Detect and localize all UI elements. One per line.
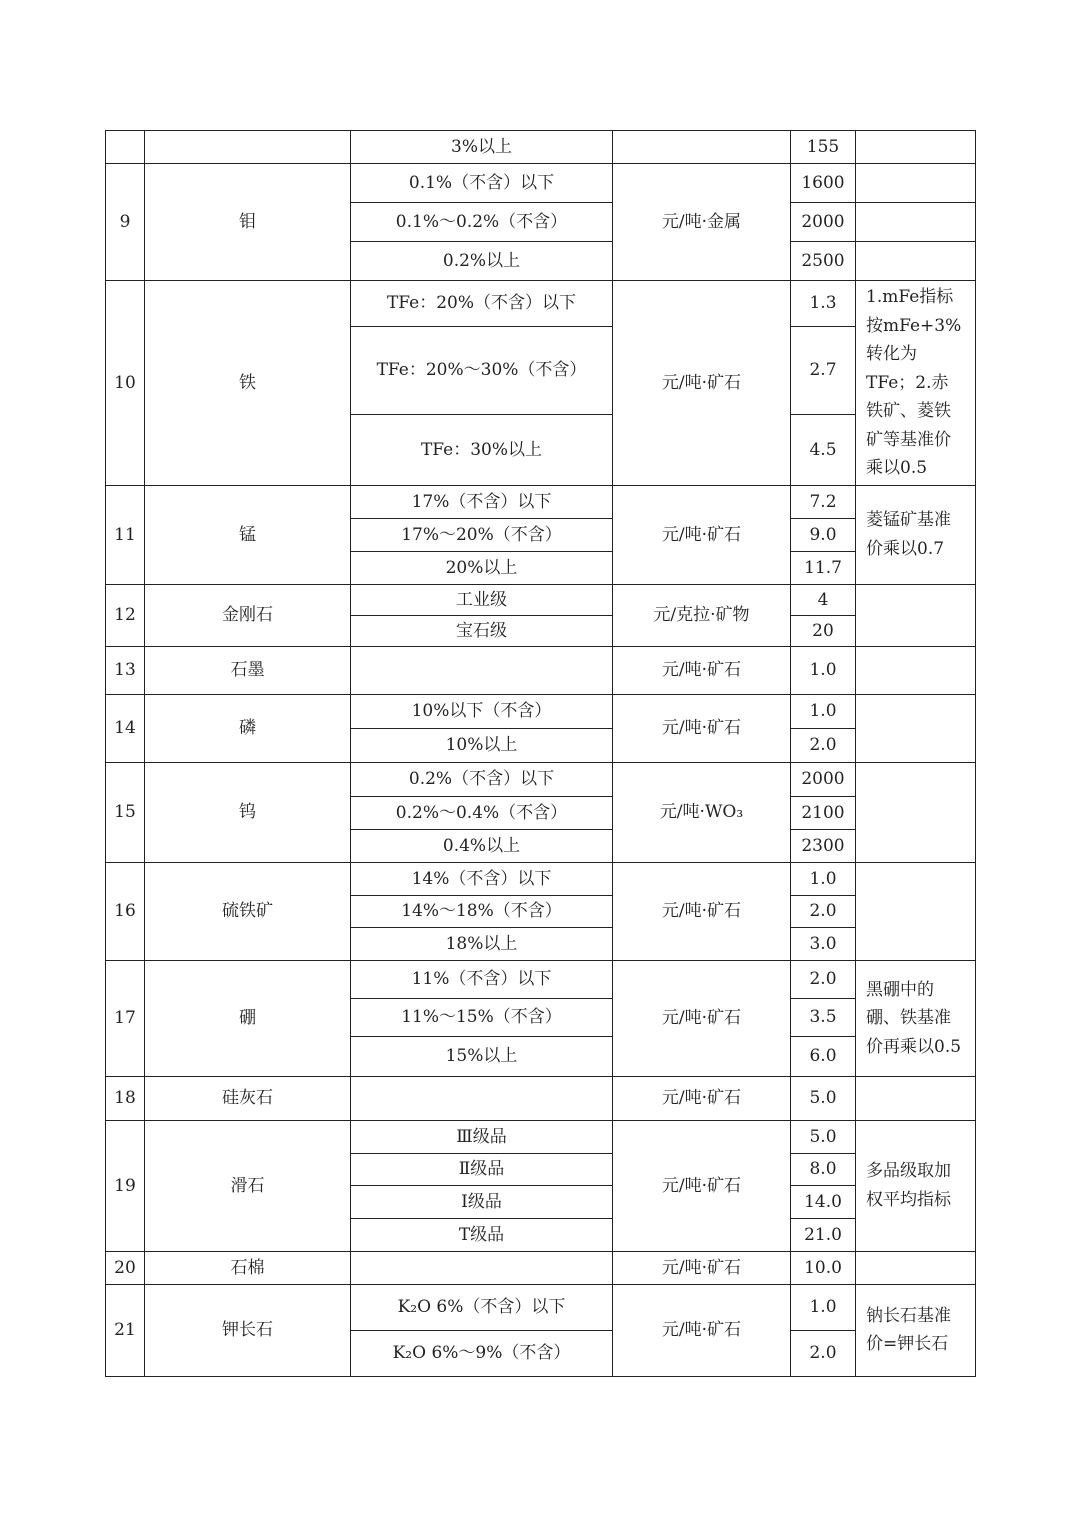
table-row [106, 762, 976, 796]
unit-cell: 元/吨·矿石 [613, 281, 791, 486]
mineral-name [145, 131, 351, 164]
price-cell: 1.3 [791, 281, 856, 327]
price-cell: 4.5 [791, 414, 856, 485]
grade-cell [351, 1251, 613, 1284]
price-cell: 8.0 [791, 1153, 856, 1185]
row-number: 11 [106, 485, 145, 584]
grade-cell: 17%（不含）以下 [351, 485, 613, 518]
table-row [106, 164, 976, 203]
unit-cell [613, 131, 791, 164]
row-number: 17 [106, 960, 145, 1076]
unit-cell: 元/吨·矿石 [613, 694, 791, 762]
grade-cell: K₂O 6%～9%（不含） [351, 1330, 613, 1376]
table-body [106, 131, 976, 1377]
note-cell: 1.mFe指标按mFe+3%转化为TFe；2.赤铁矿、菱铁矿等基准价乘以0.5 [856, 281, 976, 486]
price-cell: 2.0 [791, 960, 856, 998]
row-number: 9 [106, 164, 145, 281]
unit-cell: 元/吨·矿石 [613, 862, 791, 960]
mineral-name: 滑石 [145, 1120, 351, 1251]
grade-cell: 18%以上 [351, 927, 613, 960]
note-cell [856, 584, 976, 646]
grade-cell [351, 1076, 613, 1120]
price-cell: 2.7 [791, 326, 856, 414]
unit-cell: 元/吨·矿石 [613, 646, 791, 694]
unit-cell: 元/吨·矿石 [613, 960, 791, 1076]
row-number [106, 131, 145, 164]
grade-cell: TFe：20%～30%（不含） [351, 326, 613, 414]
row-number: 10 [106, 281, 145, 486]
grade-cell: 10%以上 [351, 728, 613, 762]
price-cell: 5.0 [791, 1076, 856, 1120]
price-cell: 2000 [791, 762, 856, 796]
note-cell [856, 164, 976, 203]
row-number: 13 [106, 646, 145, 694]
price-cell: 6.0 [791, 1036, 856, 1076]
grade-cell: Ⅱ级品 [351, 1153, 613, 1185]
row-number: 18 [106, 1076, 145, 1120]
grade-cell: 0.4%以上 [351, 829, 613, 862]
note-cell: 菱锰矿基准价乘以0.7 [856, 485, 976, 584]
price-cell: 2500 [791, 242, 856, 281]
mineral-name: 铁 [145, 281, 351, 486]
mineral-name: 金刚石 [145, 584, 351, 646]
note-cell [856, 203, 976, 242]
price-cell: 3.0 [791, 927, 856, 960]
grade-cell: 10%以下（不含） [351, 694, 613, 728]
mineral-name: 磷 [145, 694, 351, 762]
grade-cell: Ⅲ级品 [351, 1120, 613, 1153]
unit-cell: 元/吨·WO₃ [613, 762, 791, 862]
mineral-name: 钨 [145, 762, 351, 862]
grade-cell: T级品 [351, 1218, 613, 1251]
price-cell: 10.0 [791, 1251, 856, 1284]
price-cell: 5.0 [791, 1120, 856, 1153]
unit-cell: 元/克拉·矿物 [613, 584, 791, 646]
grade-cell: 3%以上 [351, 131, 613, 164]
price-cell: 2300 [791, 829, 856, 862]
note-cell [856, 762, 976, 862]
table-row [106, 694, 976, 728]
row-number: 20 [106, 1251, 145, 1284]
mineral-name: 钼 [145, 164, 351, 281]
unit-cell: 元/吨·矿石 [613, 1120, 791, 1251]
table-row [106, 584, 976, 615]
unit-cell: 元/吨·矿石 [613, 1251, 791, 1284]
row-number: 19 [106, 1120, 145, 1251]
note-cell [856, 862, 976, 960]
unit-cell: 元/吨·矿石 [613, 1284, 791, 1376]
price-cell: 2000 [791, 203, 856, 242]
price-cell: 155 [791, 131, 856, 164]
grade-cell: 14%（不含）以下 [351, 862, 613, 895]
table-row [106, 1251, 976, 1284]
row-number: 14 [106, 694, 145, 762]
unit-cell: 元/吨·金属 [613, 164, 791, 281]
table-row [106, 1076, 976, 1120]
mineral-name: 硅灰石 [145, 1076, 351, 1120]
note-cell [856, 242, 976, 281]
price-cell: 9.0 [791, 518, 856, 551]
price-cell: 2.0 [791, 895, 856, 927]
price-cell: 1.0 [791, 694, 856, 728]
grade-cell: Ⅰ级品 [351, 1185, 613, 1218]
table-row [106, 960, 976, 998]
grade-cell: 0.2%（不含）以下 [351, 762, 613, 796]
row-number: 12 [106, 584, 145, 646]
price-cell: 1.0 [791, 646, 856, 694]
grade-cell: 工业级 [351, 584, 613, 615]
mineral-name: 硼 [145, 960, 351, 1076]
price-cell: 2.0 [791, 1330, 856, 1376]
grade-cell: 14%～18%（不含） [351, 895, 613, 927]
table-row [106, 281, 976, 327]
price-cell: 20 [791, 615, 856, 646]
grade-cell: 20%以上 [351, 551, 613, 584]
table-row [106, 131, 976, 164]
grade-cell: 0.2%以上 [351, 242, 613, 281]
price-cell: 2.0 [791, 728, 856, 762]
note-cell [856, 131, 976, 164]
unit-cell: 元/吨·矿石 [613, 1076, 791, 1120]
table-row [106, 862, 976, 895]
grade-cell: 17%～20%（不含） [351, 518, 613, 551]
grade-cell: 宝石级 [351, 615, 613, 646]
grade-cell: 0.1%～0.2%（不含） [351, 203, 613, 242]
mineral-name: 石棉 [145, 1251, 351, 1284]
price-cell: 1.0 [791, 862, 856, 895]
row-number: 15 [106, 762, 145, 862]
grade-cell: 11%～15%（不含） [351, 998, 613, 1036]
mineral-price-table [105, 130, 976, 1377]
row-number: 16 [106, 862, 145, 960]
note-cell [856, 694, 976, 762]
row-number: 21 [106, 1284, 145, 1376]
price-cell: 1.0 [791, 1284, 856, 1330]
price-cell: 7.2 [791, 485, 856, 518]
note-cell [856, 646, 976, 694]
price-cell: 2100 [791, 796, 856, 829]
grade-cell: 15%以上 [351, 1036, 613, 1076]
table-row [106, 485, 976, 518]
table-row [106, 1120, 976, 1153]
note-cell: 黑硼中的硼、铁基准价再乘以0.5 [856, 960, 976, 1076]
note-cell: 多品级取加权平均指标 [856, 1120, 976, 1251]
table-row [106, 1284, 976, 1330]
price-cell: 1600 [791, 164, 856, 203]
price-cell: 21.0 [791, 1218, 856, 1251]
note-cell: 钠长石基准价=钾长石 [856, 1284, 976, 1376]
mineral-name: 钾长石 [145, 1284, 351, 1376]
price-cell: 11.7 [791, 551, 856, 584]
note-cell [856, 1076, 976, 1120]
note-cell [856, 1251, 976, 1284]
mineral-name: 硫铁矿 [145, 862, 351, 960]
price-cell: 14.0 [791, 1185, 856, 1218]
grade-cell: 0.2%～0.4%（不含） [351, 796, 613, 829]
mineral-name: 石墨 [145, 646, 351, 694]
price-cell: 3.5 [791, 998, 856, 1036]
grade-cell: 0.1%（不含）以下 [351, 164, 613, 203]
grade-cell [351, 646, 613, 694]
grade-cell: K₂O 6%（不含）以下 [351, 1284, 613, 1330]
grade-cell: TFe：30%以上 [351, 414, 613, 485]
price-cell: 4 [791, 584, 856, 615]
mineral-name: 锰 [145, 485, 351, 584]
unit-cell: 元/吨·矿石 [613, 485, 791, 584]
grade-cell: 11%（不含）以下 [351, 960, 613, 998]
table-row [106, 646, 976, 694]
grade-cell: TFe：20%（不含）以下 [351, 281, 613, 327]
